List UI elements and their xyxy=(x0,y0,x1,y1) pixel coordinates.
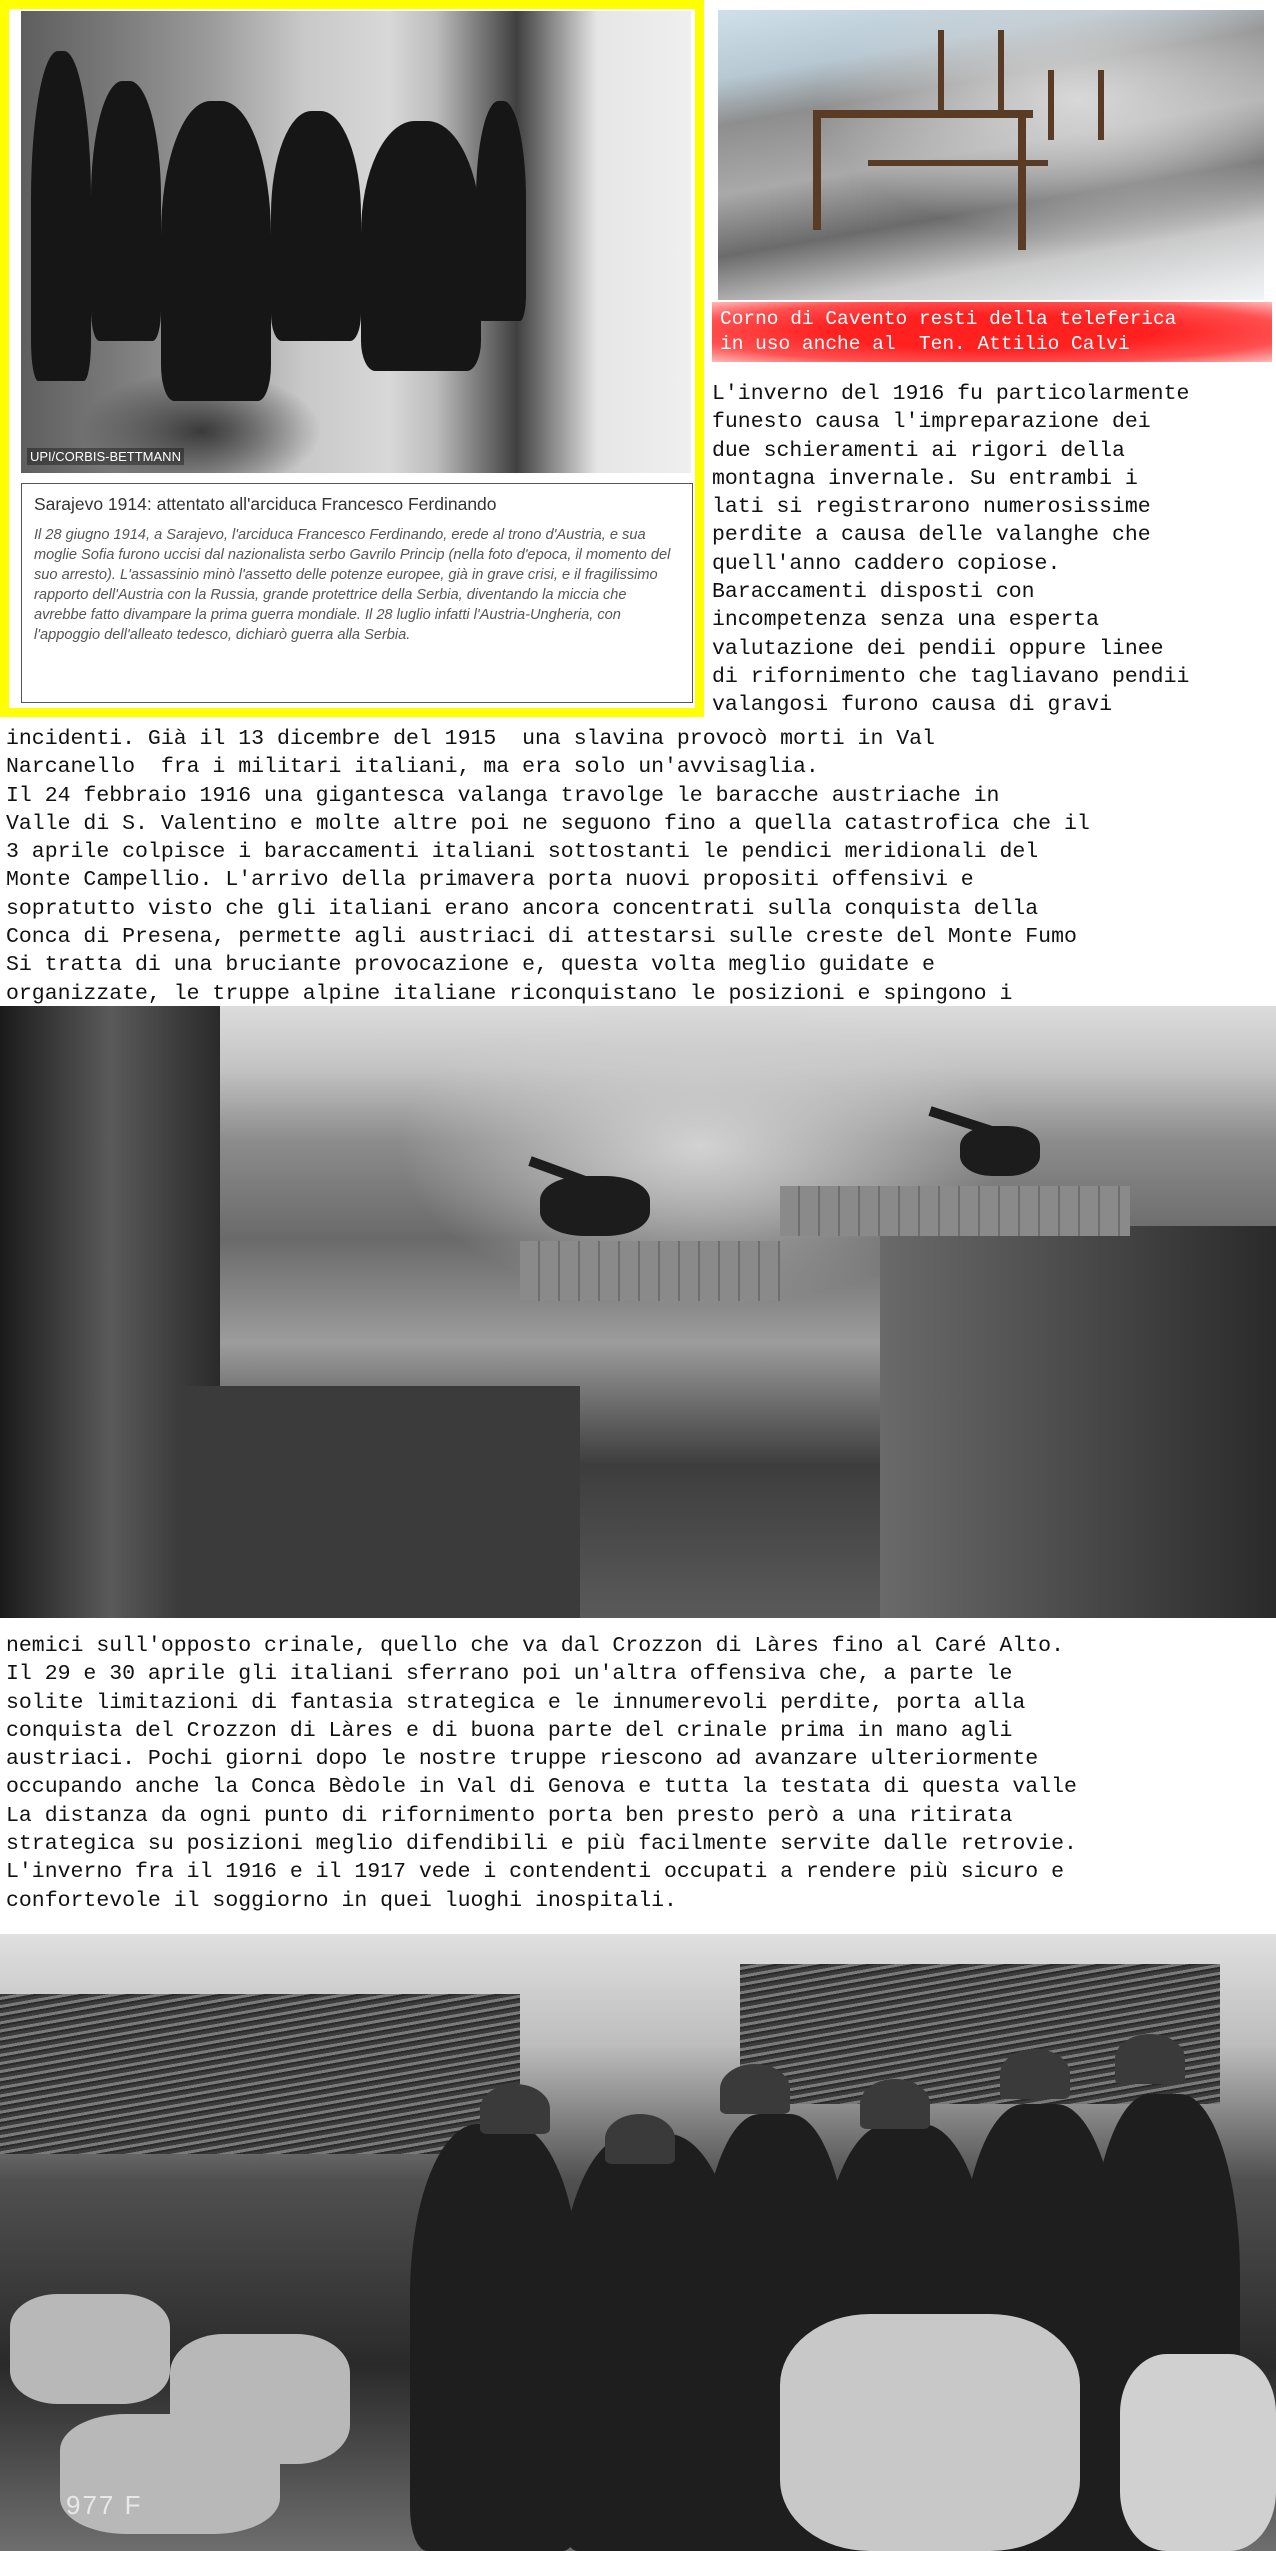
mountain-fort-photo xyxy=(0,1006,1276,1618)
caption-body: Il 28 giugno 1914, a Sarajevo, l'arciduca Francesco Ferdinando, erede al trono d'Austria, e sua moglie Sofia furono uccisi dal nazionalista serbo Gavrilo Princip (nella foto d'epoca, il momento del suo arresto). L'assassinio minò l'assetto delle potenze europee, già in grave crisi, e il fragilissimo rapporto dell'Austria con la Russia, grande protettrice della Serbia, diventando la miccia che avrebbe fatto divampare la prima guerra mondiale. Il 28 luglio infatti l'Austria-Ungheria, con l'appoggio dell'alleato tedesco, dichiarò guerra alla Serbia. xyxy=(34,527,671,643)
soldiers-trench-photo xyxy=(0,1934,1276,2551)
news-clipping xyxy=(0,0,704,717)
article-text-middle: incidenti. Già il 13 dicembre del 1915 una slavina provocò morti in Val Narcanello fra i militari italiani, ma era solo un'avvisaglia. Il 24 febbraio 1916 una gigantesca valanga travolge le baracche austriache in Valle di S. Valentino e molte altre poi ne seguono fino a quella catastrofica che il 3 aprile colpisce i baraccamenti italiani sottostanti le pendici meridionali del Monte Campellio. L'arrivo della primavera porta nuovi propositi offensivi e sopratutto visto che gli italiani erano ancora concentrati sulla conquista della Conca di Presena, permette agli austriaci di attestarsi sulle creste del Monte Fumo Si tratta di una bruciante provocazione e, questa volta meglio guidate e organizzate, le truppe alpine italiane riconquistano le posizioni e spingono i xyxy=(6,727,1090,1006)
cavento-caption-text: Corno di Cavento resti della teleferica in uso anche al Ten. Attilio Calvi xyxy=(720,308,1177,355)
arrest-photo xyxy=(21,11,691,473)
caption-title: Sarajevo 1914: attentato all'arciduca Francesco Ferdinando xyxy=(34,494,497,514)
article-text-bottom: nemici sull'opposto crinale, quello che va dal Crozzon di Làres fino al Caré Alto. Il 29 e 30 aprile gli italiani sferrano poi un'altra offensiva che, a parte le solite limitazioni di fantasia strategica e le innumerevoli perdite, porta alla conquista del Crozzon di Làres e di buona parte del crinale prima in mano agli austriaci. Pochi giorni dopo le nostre truppe riescono ad avanzare ulteriormente occupando anche la Conca Bèdole in Val di Genova e tutta la testata di questa valle La distanza da ogni punto di rifornimento porta ben presto però a una ritirata strategica su posizioni meglio difendibili e più facilmente servite dalle retrovie. L'inverno fra il 1916 e il 1917 vede i contendenti occupati a rendere più sicuro e confortevole il soggiorno in quei luoghi inospitali. xyxy=(6,1634,1077,1913)
plate-mark: 977 F xyxy=(66,2490,143,2520)
photo-credit: UPI/CORBIS-BETTMANN xyxy=(27,448,184,465)
cableway-remains-photo xyxy=(718,10,1264,300)
clipping-caption xyxy=(21,483,693,703)
article-text-right: L'inverno del 1916 fu particolarmente funesto causa l'impreparazione dei due schieramenti ai rigori della montagna invernale. Su entrambi i lati si registrarono numerosissime perdite a causa delle valanghe che quell'anno caddero copiose. Baraccamenti disposti con incompetenza senza una esperta valutazione dei pendii oppure linee di rifornimento che tagliavano pendii valangosi furono causa di gravi xyxy=(712,382,1190,718)
cavento-caption xyxy=(712,302,1272,362)
